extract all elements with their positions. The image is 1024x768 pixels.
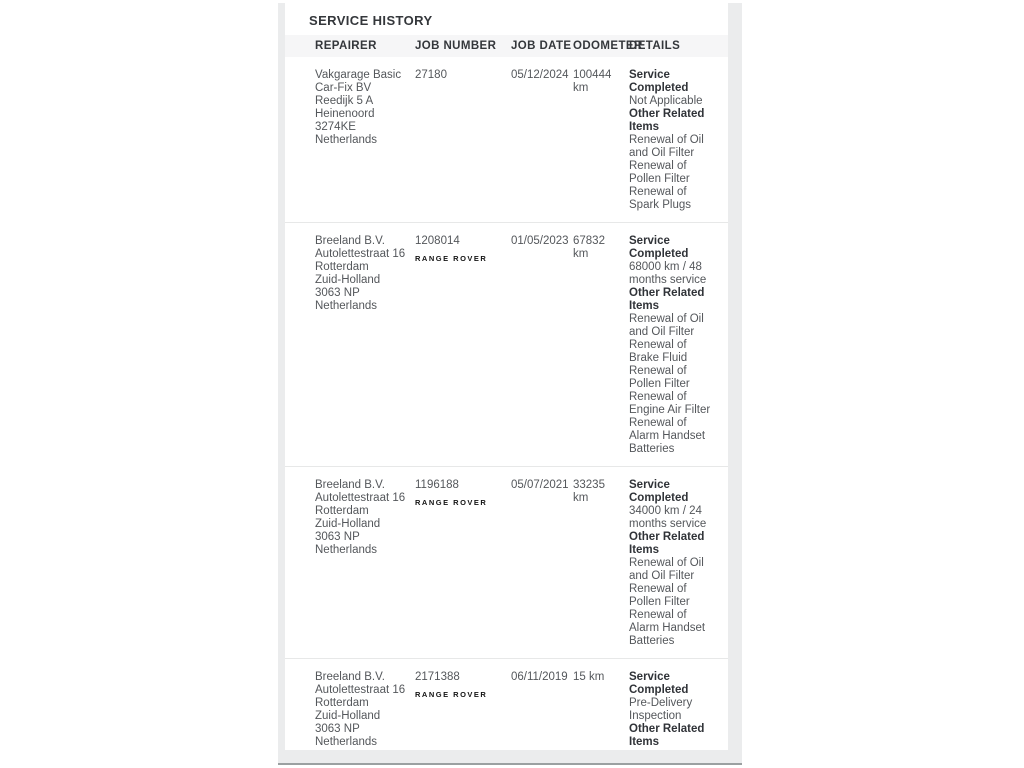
odometer-value: km <box>573 82 589 94</box>
job-number-cell <box>415 479 511 648</box>
range-rover-logo: RANGE ROVER <box>415 690 488 699</box>
detail-item: Pre-Delivery Inspection <box>629 697 693 722</box>
detail-item: Renewal of Oil and Oil Filter <box>629 313 704 338</box>
repairer-line: Rotterdam <box>315 697 369 709</box>
odometer-cell <box>573 69 629 212</box>
detail-item: Renewal of Spark Plugs <box>629 186 692 211</box>
job-number: 2171388 <box>415 671 460 683</box>
job-number: 1208014 <box>415 235 460 247</box>
repairer-line: Breeland B.V. <box>315 235 385 247</box>
details-cell <box>629 479 722 648</box>
detail-item: Renewal of Pollen Filter <box>629 365 690 390</box>
table-row <box>285 466 728 658</box>
detail-item: Other Related Items <box>629 531 705 556</box>
repairer-line: Heinenoord <box>315 108 375 120</box>
detail-item: Other Related Items <box>629 108 705 133</box>
repairer-line: 3274KE <box>315 121 356 133</box>
detail-item: Not Applicable <box>629 95 703 107</box>
column-header-job-number: JOB NUMBER <box>415 40 497 52</box>
job-number: 1196188 <box>415 479 459 491</box>
job-number-cell <box>415 671 511 749</box>
table-body <box>285 57 728 750</box>
detail-item: Service Completed <box>629 479 689 504</box>
repairer-line: Reedijk 5 A <box>315 95 374 107</box>
repairer-line: Netherlands <box>315 736 378 748</box>
repairer-line: 3063 NP <box>315 531 360 543</box>
repairer-line: 3063 NP <box>315 287 360 299</box>
repairer-cell <box>315 479 415 648</box>
column-header-details: DETAILS <box>629 40 681 52</box>
detail-item: Renewal of Alarm Handset Batteries <box>629 609 706 647</box>
odometer-value: 15 km <box>573 671 605 683</box>
table-row <box>285 222 728 466</box>
table-row <box>285 57 728 222</box>
service-history-card <box>285 3 728 750</box>
repairer-line: Zuid-Holland <box>315 518 381 530</box>
odometer-value: 67832 km <box>573 235 605 260</box>
detail-item: Other Related Items <box>629 723 705 748</box>
repairer-line: Zuid-Holland <box>315 274 381 286</box>
detail-item: Other Related Items <box>629 287 705 312</box>
odometer-cell <box>573 671 629 749</box>
repairer-line: Netherlands <box>315 300 378 312</box>
repairer-cell <box>315 671 415 749</box>
page-title: SERVICE HISTORY <box>309 13 433 28</box>
detail-item: Service Completed <box>629 69 689 94</box>
job-date-cell: 01/05/2023 <box>511 235 569 247</box>
job-number: 27180 <box>415 69 447 81</box>
repairer-line: Vakgarage Basic <box>315 69 402 81</box>
details-cell <box>629 235 722 456</box>
details-cell <box>629 69 722 212</box>
repairer-line: Zuid-Holland <box>315 710 381 722</box>
column-header-odometer: ODOMETER <box>573 40 643 52</box>
table-header <box>285 35 728 57</box>
repairer-cell <box>315 235 415 456</box>
details-cell <box>629 671 722 749</box>
repairer-line: Rotterdam <box>315 261 369 273</box>
repairer-cell <box>315 69 415 212</box>
service-history-panel <box>278 3 742 765</box>
repairer-line: Rotterdam <box>315 505 369 517</box>
repairer-line: Breeland B.V. <box>315 479 385 491</box>
repairer-line: Autolettestraat 16 <box>315 248 406 260</box>
repairer-line: Netherlands <box>315 544 378 556</box>
range-rover-logo: RANGE ROVER <box>415 498 488 507</box>
detail-item: Renewal of Alarm Handset Batteries <box>629 417 706 455</box>
detail-item: Renewal of Engine Air Filter <box>629 391 711 416</box>
odometer-cell <box>573 235 629 456</box>
table-row <box>285 658 728 750</box>
odometer-value: 33235 km <box>573 479 605 504</box>
detail-item: Renewal of Brake Fluid <box>629 339 688 364</box>
detail-item: Service Completed <box>629 235 689 260</box>
job-number-cell <box>415 69 511 212</box>
repairer-line: Netherlands <box>315 134 378 146</box>
repairer-line: Car-Fix BV <box>315 82 372 94</box>
odometer-value: 100444 <box>573 69 612 81</box>
range-rover-logo: RANGE ROVER <box>415 254 488 263</box>
job-date-cell: 05/12/2024 <box>511 69 569 81</box>
odometer-cell <box>573 479 629 648</box>
detail-item: 34000 km / 24 months service <box>629 505 707 530</box>
job-number-cell <box>415 235 511 456</box>
detail-item: Renewal of Pollen Filter <box>629 160 690 185</box>
detail-item: 68000 km / 48 months service <box>629 261 707 286</box>
job-date-cell: 06/11/2019 <box>511 671 568 683</box>
repairer-line: 3063 NP <box>315 723 360 735</box>
detail-item: Renewal of Oil and Oil Filter <box>629 134 704 159</box>
column-header-job-date: JOB DATE <box>511 40 572 52</box>
job-date-cell: 05/07/2021 <box>511 479 569 491</box>
detail-item: Service Completed <box>629 671 689 696</box>
detail-item: Renewal of Pollen Filter <box>629 583 690 608</box>
repairer-line: Autolettestraat 16 <box>315 492 406 504</box>
repairer-line: Autolettestraat 16 <box>315 684 406 696</box>
column-header-repairer: REPAIRER <box>315 40 377 52</box>
repairer-line: Breeland B.V. <box>315 671 385 683</box>
detail-item: Renewal of Oil and Oil Filter <box>629 557 704 582</box>
